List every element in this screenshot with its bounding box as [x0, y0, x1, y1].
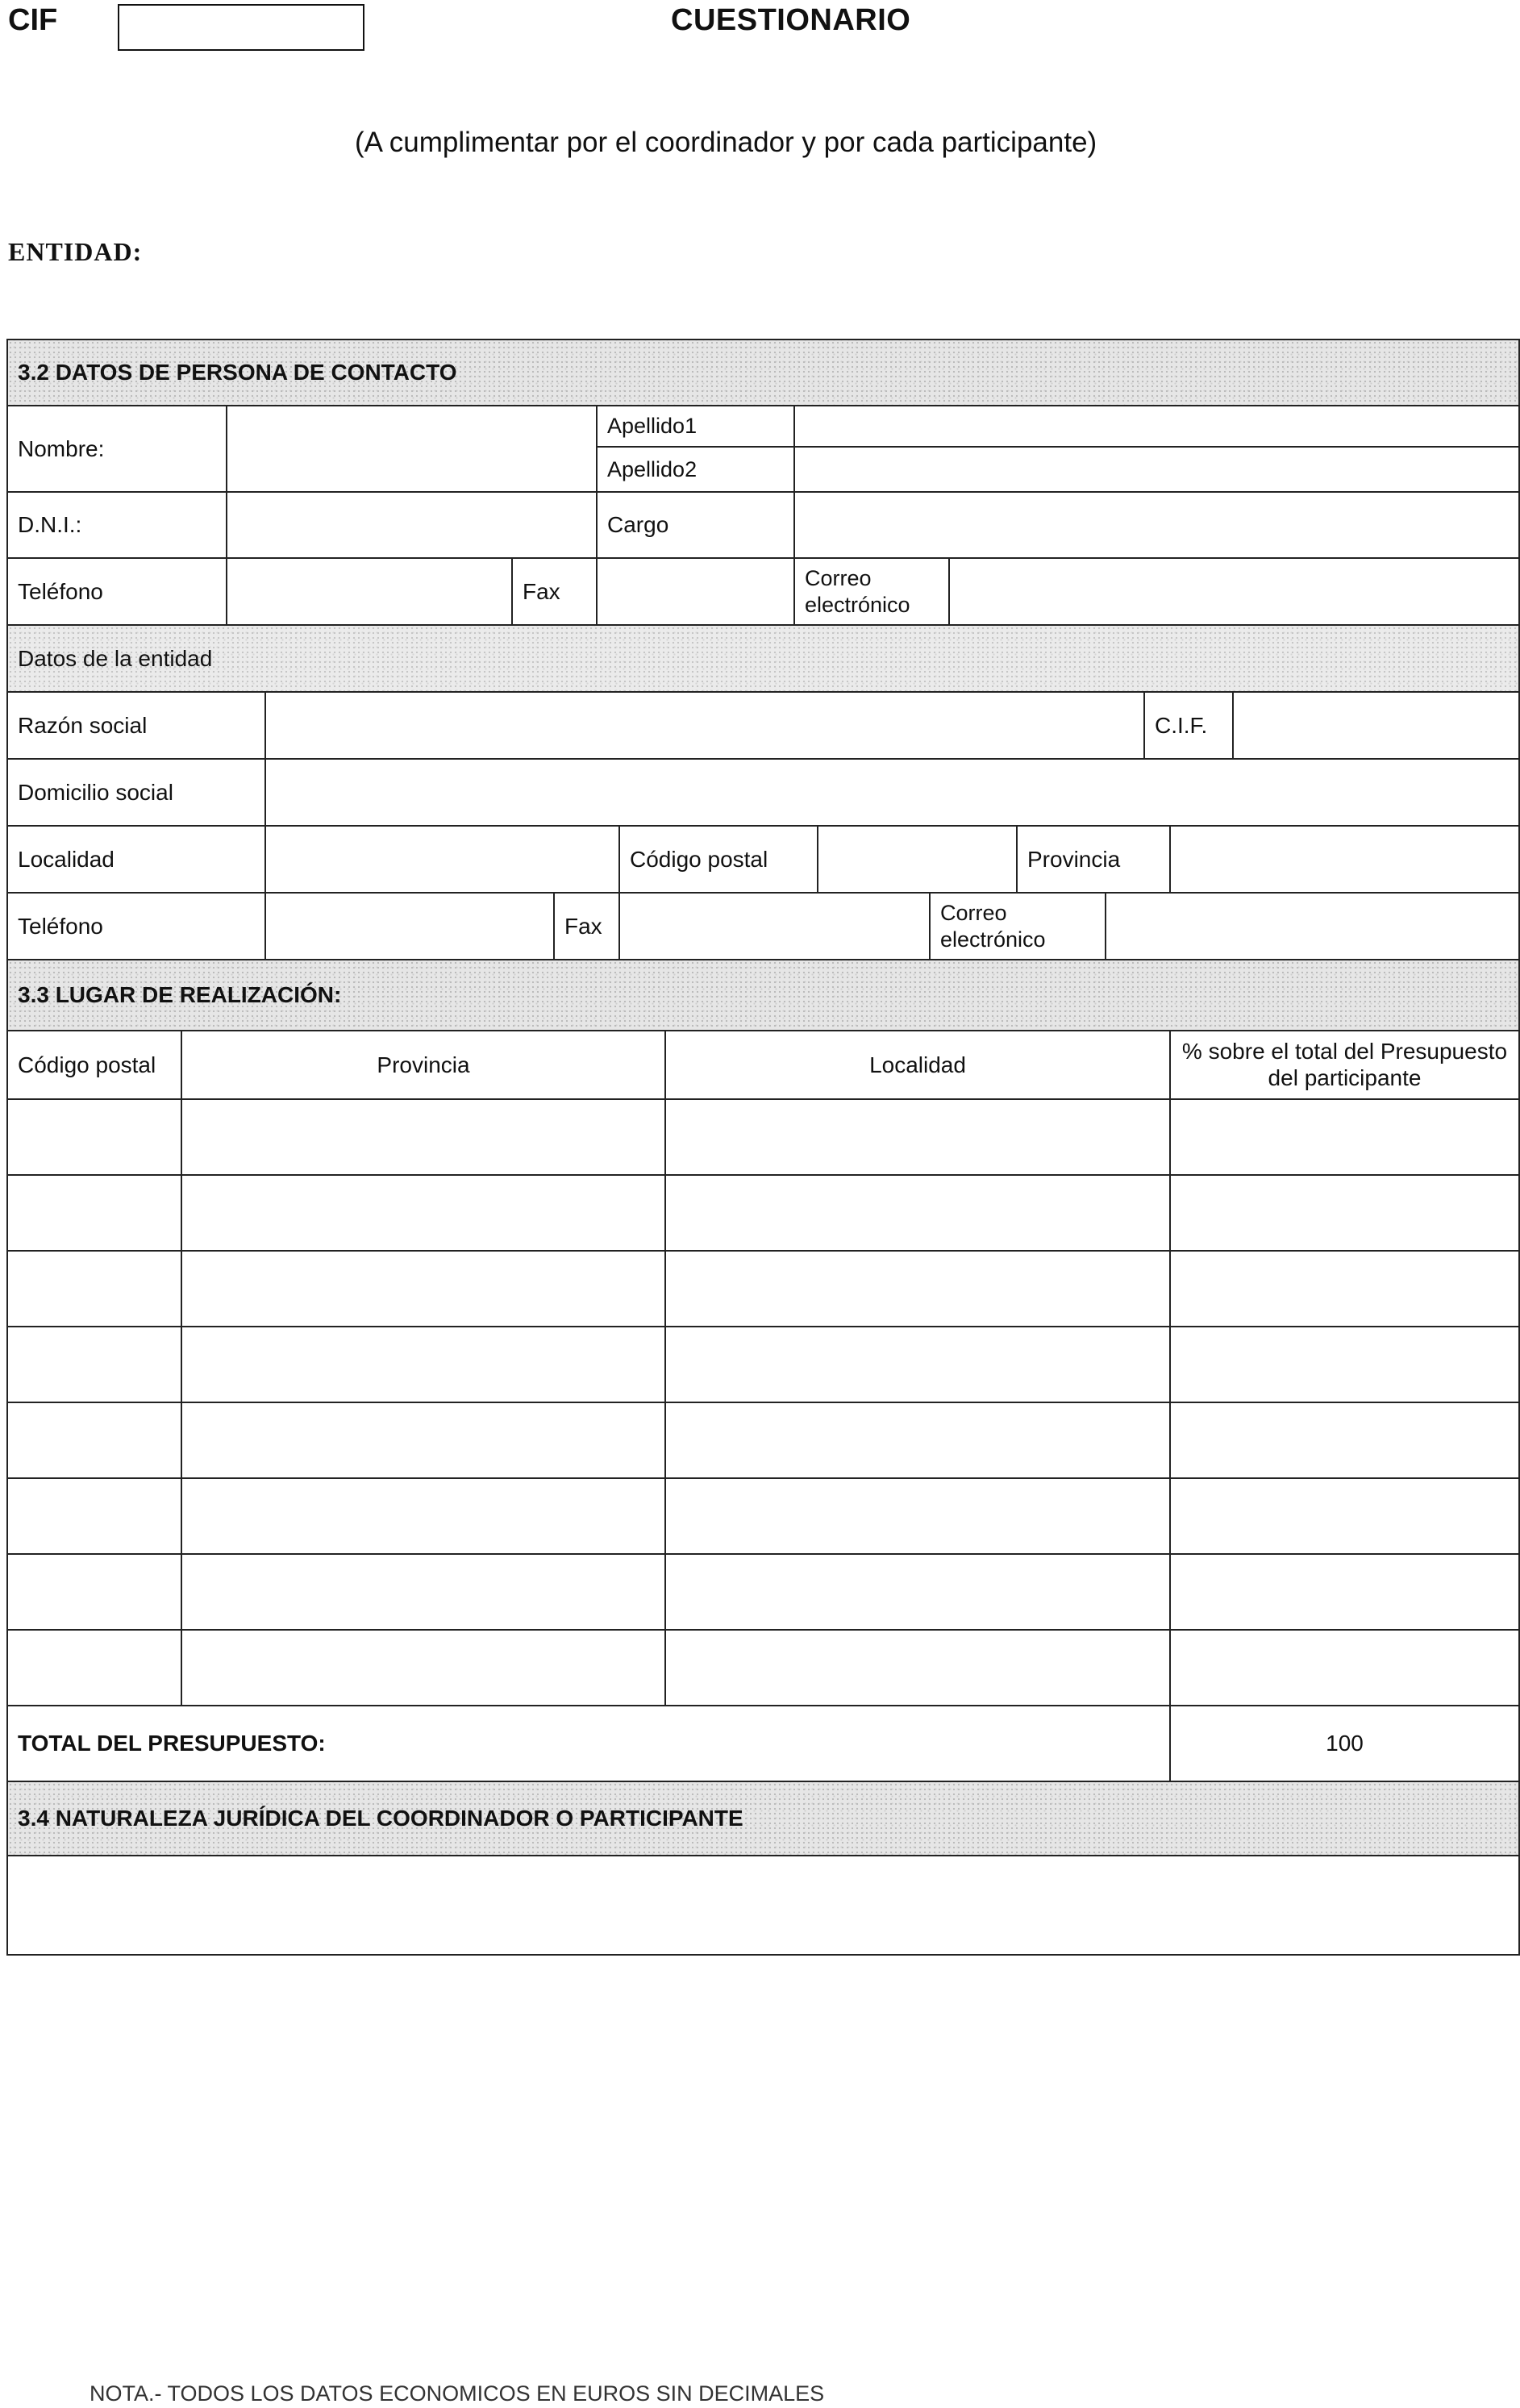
entity-fax-label: Fax	[555, 894, 620, 960]
table-cell-provincia[interactable]	[182, 1252, 666, 1327]
page-title: CUESTIONARIO	[671, 3, 911, 37]
table-cell-porcentaje[interactable]	[1171, 1327, 1518, 1403]
table-cell-localidad[interactable]	[666, 1100, 1171, 1176]
entity-cif-field[interactable]	[1234, 693, 1518, 760]
provincia-field[interactable]	[1171, 827, 1518, 894]
nombre-field[interactable]	[227, 406, 598, 493]
entity-fax-input[interactable]	[620, 894, 929, 959]
questionnaire-form	[6, 339, 1520, 1956]
table-cell-localidad[interactable]	[666, 1403, 1171, 1479]
razon-input[interactable]	[266, 693, 1143, 758]
entity-cif-input[interactable]	[1234, 693, 1518, 758]
contact-correo-label: Correo electrónico	[795, 559, 950, 626]
codigo-postal-input[interactable]	[818, 827, 1016, 892]
apellido1-input[interactable]	[795, 406, 1518, 446]
section-title-contact: 3.2 DATOS DE PERSONA DE CONTACTO	[18, 360, 457, 385]
table-cell-porcentaje[interactable]	[1171, 1631, 1518, 1706]
table-cell-localidad[interactable]	[666, 1327, 1171, 1403]
contact-telefono-input[interactable]	[227, 559, 511, 624]
cif-field[interactable]	[118, 4, 364, 51]
section-header-legal	[8, 1782, 1518, 1856]
nombre-input[interactable]	[227, 406, 596, 491]
table-cell-porcentaje[interactable]	[1171, 1479, 1518, 1555]
apellido2-label: Apellido2	[598, 448, 795, 493]
section-header-location	[8, 960, 1518, 1031]
contact-telefono-field[interactable]	[227, 559, 513, 626]
table-cell-localidad[interactable]	[666, 1176, 1171, 1252]
entidad-label: ENTIDAD:	[8, 237, 143, 266]
entity-telefono-label: Teléfono	[8, 894, 266, 960]
contact-fax-input[interactable]	[598, 559, 793, 624]
domicilio-label: Domicilio social	[8, 760, 266, 827]
col-header-localidad: Localidad	[666, 1031, 1171, 1100]
cif-label: CIF	[8, 3, 58, 37]
table-cell-porcentaje[interactable]	[1171, 1176, 1518, 1252]
apellido1-field[interactable]	[795, 406, 1518, 448]
col-header-provincia: Provincia	[182, 1031, 666, 1100]
table-cell-localidad[interactable]	[666, 1631, 1171, 1706]
entity-correo-label: Correo electrónico	[931, 894, 1106, 960]
table-cell-provincia[interactable]	[182, 1403, 666, 1479]
table-cell-porcentaje[interactable]	[1171, 1252, 1518, 1327]
table-cell-cp[interactable]	[8, 1555, 182, 1631]
table-cell-porcentaje[interactable]	[1171, 1403, 1518, 1479]
table-cell-localidad[interactable]	[666, 1479, 1171, 1555]
domicilio-field[interactable]	[266, 760, 1518, 827]
localidad-label: Localidad	[8, 827, 266, 894]
table-cell-provincia[interactable]	[182, 1555, 666, 1631]
localidad-field[interactable]	[266, 827, 620, 894]
table-cell-localidad[interactable]	[666, 1252, 1171, 1327]
dni-field[interactable]	[227, 493, 598, 559]
codigo-postal-field[interactable]	[818, 827, 1018, 894]
table-cell-cp[interactable]	[8, 1100, 182, 1176]
section-title-entity: Datos de la entidad	[18, 645, 213, 671]
entity-correo-field[interactable]	[1106, 894, 1518, 960]
table-cell-provincia[interactable]	[182, 1479, 666, 1555]
table-cell-provincia[interactable]	[182, 1327, 666, 1403]
table-cell-cp[interactable]	[8, 1176, 182, 1252]
total-value: 100	[1171, 1706, 1518, 1782]
localidad-input[interactable]	[266, 827, 618, 892]
codigo-postal-label: Código postal	[620, 827, 818, 894]
nombre-label: Nombre:	[8, 406, 227, 493]
table-cell-cp[interactable]	[8, 1479, 182, 1555]
contact-fax-label: Fax	[513, 559, 598, 626]
entity-cif-label: C.I.F.	[1145, 693, 1234, 760]
dni-input[interactable]	[227, 493, 596, 557]
table-cell-cp[interactable]	[8, 1327, 182, 1403]
footer-note: NOTA.- TODOS LOS DATOS ECONOMICOS EN EUROS SIN DECIMALES	[90, 2381, 825, 2406]
provincia-label: Provincia	[1018, 827, 1171, 894]
table-cell-provincia[interactable]	[182, 1100, 666, 1176]
dni-label: D.N.I.:	[8, 493, 227, 559]
cargo-label: Cargo	[598, 493, 795, 559]
razon-field[interactable]	[266, 693, 1145, 760]
section-title-legal: 3.4 NATURALEZA JURÍDICA DEL COORDINADOR O PARTICIPANTE	[18, 1806, 743, 1831]
cif-input[interactable]	[119, 6, 363, 49]
contact-correo-input[interactable]	[950, 559, 1518, 624]
table-cell-cp[interactable]	[8, 1631, 182, 1706]
contact-telefono-label: Teléfono	[8, 559, 227, 626]
entity-correo-input[interactable]	[1106, 894, 1518, 959]
table-cell-cp[interactable]	[8, 1252, 182, 1327]
table-cell-provincia[interactable]	[182, 1176, 666, 1252]
table-cell-porcentaje[interactable]	[1171, 1100, 1518, 1176]
apellido2-field[interactable]	[795, 448, 1518, 493]
apellido2-input[interactable]	[795, 448, 1518, 491]
contact-fax-field[interactable]	[598, 559, 795, 626]
table-cell-localidad[interactable]	[666, 1555, 1171, 1631]
apellido1-label: Apellido1	[598, 406, 795, 448]
section-header-contact	[8, 340, 1518, 406]
entity-telefono-field[interactable]	[266, 894, 555, 960]
page-subtitle: (A cumplimentar por el coordinador y por cada participante)	[355, 127, 1097, 158]
domicilio-input[interactable]	[266, 760, 1518, 825]
legal-nature-field[interactable]	[8, 1856, 1518, 1954]
section-header-entity	[8, 626, 1518, 693]
legal-nature-input[interactable]	[8, 1856, 1518, 1954]
cargo-input[interactable]	[795, 493, 1518, 557]
provincia-input[interactable]	[1171, 827, 1518, 892]
entity-telefono-input[interactable]	[266, 894, 553, 959]
total-label: TOTAL DEL PRESUPUESTO:	[8, 1706, 1171, 1782]
razon-label: Razón social	[8, 693, 266, 760]
cargo-field[interactable]	[795, 493, 1518, 559]
table-cell-cp[interactable]	[8, 1403, 182, 1479]
section-title-location: 3.3 LUGAR DE REALIZACIÓN:	[18, 982, 342, 1008]
col-header-porcentaje: % sobre el total del Presupuesto del participante	[1171, 1031, 1518, 1100]
table-cell-provincia[interactable]	[182, 1631, 666, 1706]
table-cell-porcentaje[interactable]	[1171, 1555, 1518, 1631]
entity-fax-field[interactable]	[620, 894, 931, 960]
col-header-codigo-postal: Código postal	[8, 1031, 182, 1100]
contact-correo-field[interactable]	[950, 559, 1518, 626]
